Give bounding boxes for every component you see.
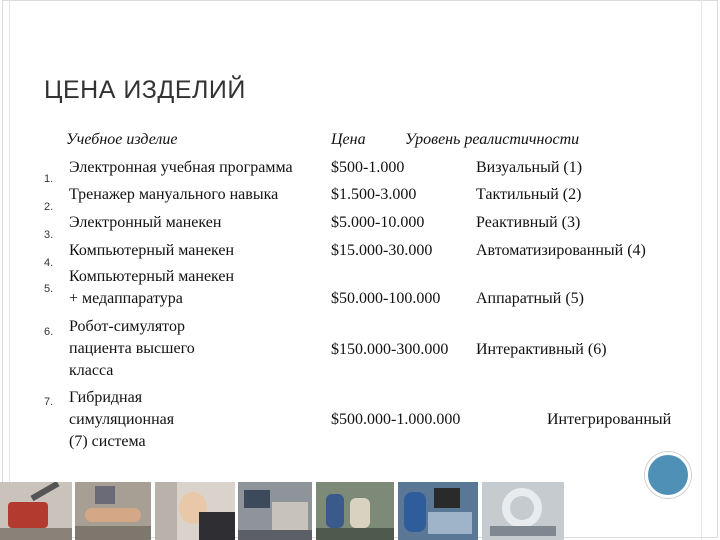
simulation-room-photo xyxy=(316,482,394,540)
row-level: Интерактивный (6) xyxy=(476,341,607,358)
row-item xyxy=(69,184,278,206)
header-price: Цена xyxy=(331,131,366,148)
manikin-photo xyxy=(155,482,235,540)
row-item xyxy=(69,387,174,453)
row-item xyxy=(69,212,221,234)
row-item xyxy=(69,266,234,310)
row-item-line: пациента высшего xyxy=(69,340,195,357)
row-number: 2. xyxy=(44,201,54,213)
manual-skill-trainer-photo xyxy=(75,482,151,540)
photo-strip xyxy=(0,482,720,540)
row-item-line: Тренажер мануального навыка xyxy=(69,186,279,203)
row-number: 3. xyxy=(44,229,54,241)
header-level: Уровень реалистичности xyxy=(405,131,580,148)
row-price: $15.000-30.000 xyxy=(331,242,433,259)
laparoscopy-trainer-photo xyxy=(0,482,72,540)
operating-team-photo xyxy=(398,482,478,540)
row-item-line: Электронная учебная программа xyxy=(69,159,293,176)
row-item-line: Компьютерный манекен xyxy=(69,242,235,259)
row-item-line: Робот-симулятор xyxy=(69,318,185,335)
row-item-line: + медаппаратура xyxy=(69,290,183,307)
row-level: Тактильный (2) xyxy=(476,186,582,203)
row-price: $5.000-10.000 xyxy=(331,214,425,231)
row-item xyxy=(69,316,195,382)
row-number: 6. xyxy=(44,326,54,338)
row-price: $500-1.000 xyxy=(331,159,405,176)
row-number: 4. xyxy=(44,257,54,269)
row-level: Автоматизированный (4) xyxy=(476,242,646,259)
header-item: Учебное изделие xyxy=(66,131,178,148)
row-item-line: симуляционная xyxy=(69,411,175,428)
row-level: Реактивный (3) xyxy=(476,214,581,231)
row-item-line: класса xyxy=(69,362,114,379)
row-item xyxy=(69,240,234,262)
row-item xyxy=(69,157,293,179)
row-item-line: Гибридная xyxy=(69,389,143,406)
row-item-line: (7) система xyxy=(69,433,146,450)
row-price: $150.000-300.000 xyxy=(331,341,449,358)
row-number: 5. xyxy=(44,283,54,295)
row-level: Аппаратный (5) xyxy=(476,290,584,307)
row-number: 1. xyxy=(44,173,54,185)
row-number: 7. xyxy=(44,396,54,408)
slide-title: ЦЕНА ИЗДЕЛИЙ xyxy=(44,76,246,104)
computer-manikin-photo xyxy=(238,482,312,540)
row-price: $1.500-3.000 xyxy=(331,186,417,203)
row-item-line: Электронный манекен xyxy=(69,214,222,231)
row-level: Визуальный (1) xyxy=(476,159,583,176)
row-price: $50.000-100.000 xyxy=(331,290,441,307)
row-price: $500.000-1.000.000 xyxy=(331,411,461,428)
row-item-line: Компьютерный манекен xyxy=(69,268,235,285)
row-level: Интегрированный xyxy=(547,411,672,428)
hybrid-system-photo xyxy=(482,482,564,540)
